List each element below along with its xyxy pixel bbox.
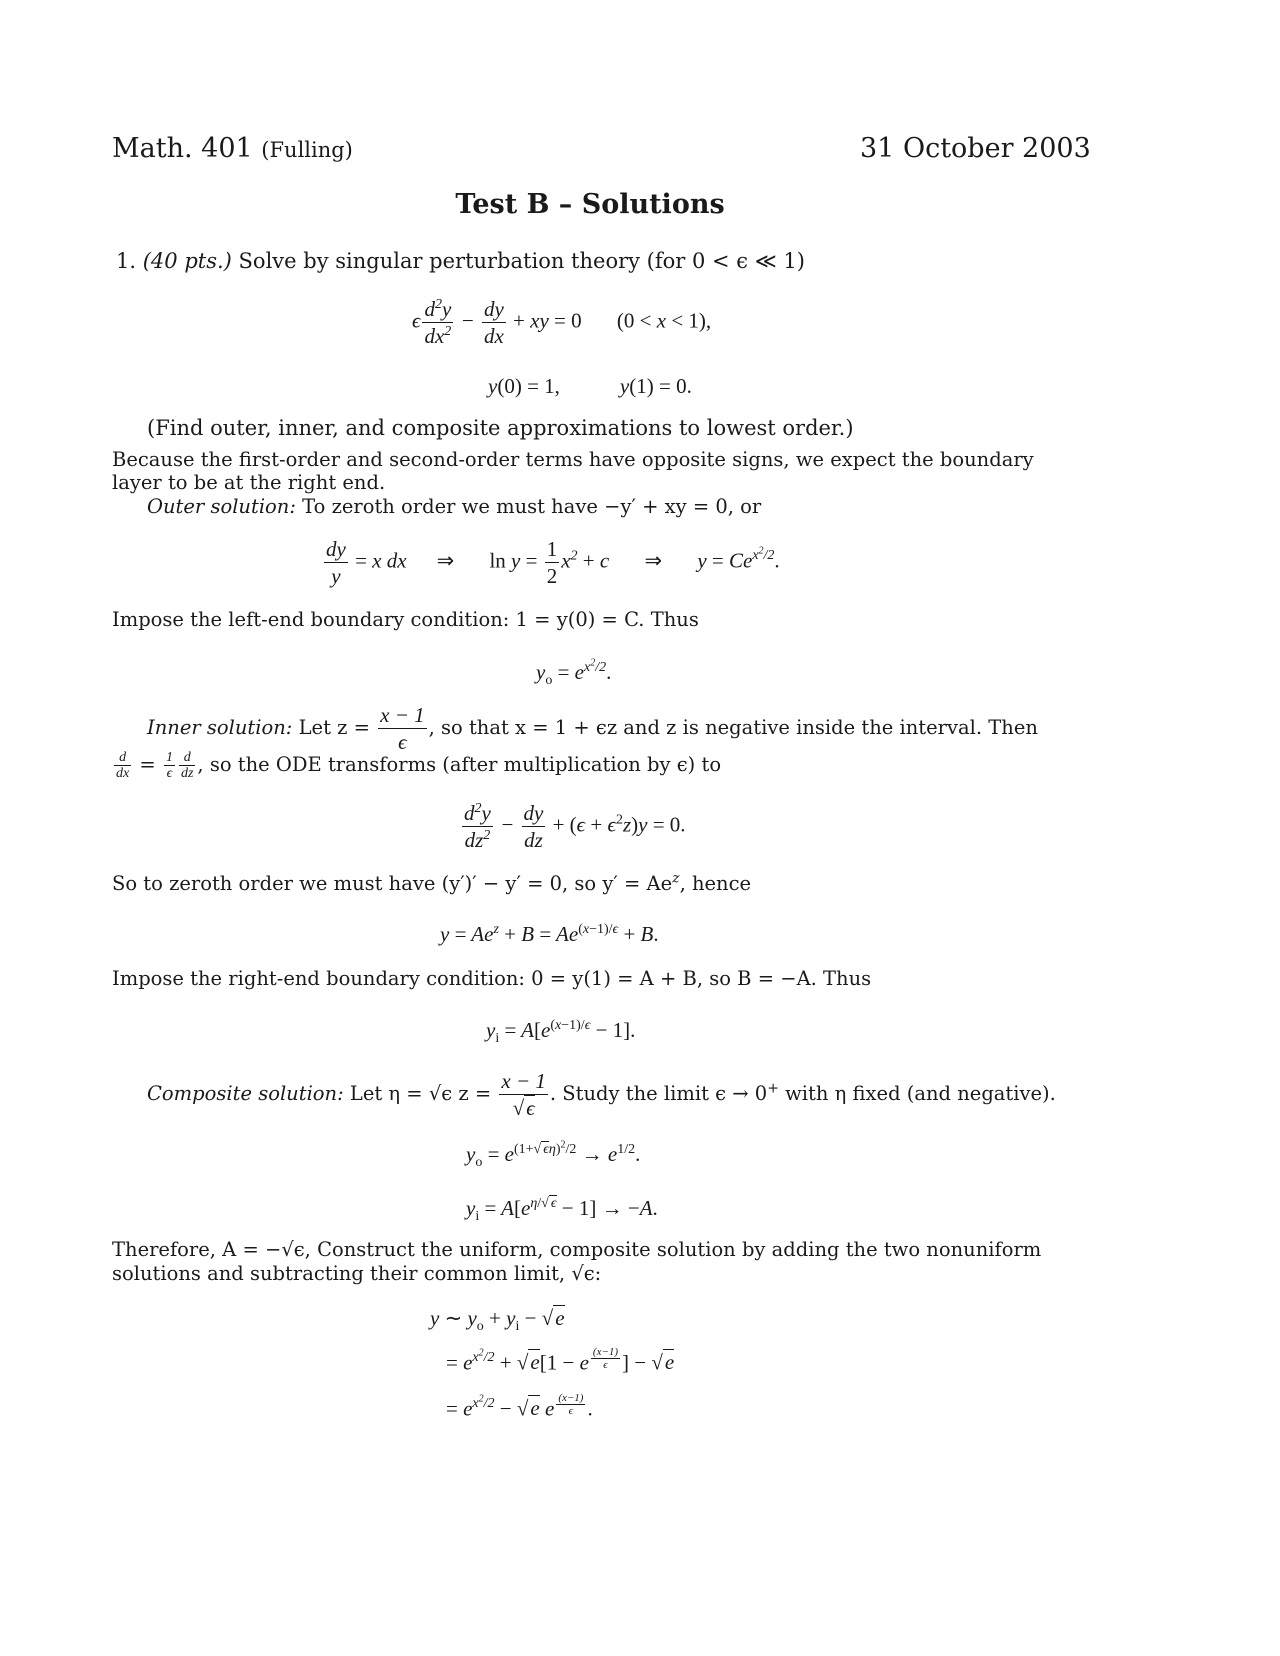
problem-note: (Find outer, inner, and composite approximations to lowest order.) (147, 416, 854, 440)
inner-solution-intro: Inner solution: Let z = $\frac{x - 1}{\epsilon}$ , so that x = 1 + ϵz and z is negative inside the interval. Then (147, 703, 1038, 754)
problem-points: (40 pts.) (142, 249, 232, 273)
equation-composite-line1: y ∼ $y_o + y_i - √e$ (430, 1306, 565, 1335)
inner-label: Inner solution: (147, 716, 293, 739)
problem-statement (116, 249, 805, 273)
outer-solution-intro (147, 495, 761, 519)
problem-text: Solve by singular perturbation theory (for 0 < ϵ ≪ 1) (238, 249, 805, 273)
zeroth-text: So to zeroth order we must have (y′)′ − y′ = 0, so y′ = Ae (112, 872, 673, 895)
course-name: Math. 401 (112, 133, 253, 164)
problem-number: 1. (116, 249, 137, 273)
inner-line2: , so the ODE transforms (after multiplication by ϵ) to (197, 753, 722, 776)
zeroth-end: , hence (679, 872, 752, 895)
equation-outer-integration: $\frac{dy}{y}$ = x dx ⇒ ln y = $\frac{1}{2}$ $x^2 + c$ ⇒ $y = Ce^{x^2/2}$. (326, 537, 780, 588)
course-header (112, 134, 353, 165)
composite-after: . Study the limit ϵ → 0 (549, 1082, 768, 1105)
equation-inner-solution: $y_i = A[e^{(x-1)/\epsilon} - 1]$. (486, 1018, 636, 1047)
equation-composite-inner-limit: $y_i = A[e^{\eta/√ \epsilon} - 1] \to -A$. (466, 1196, 658, 1225)
composite-after2: with η fixed (and negative). (778, 1082, 1056, 1105)
impose-left-text: Impose the left-end boundary condition: 1 = y(0) = C. Thus (112, 608, 699, 631)
equation-composite-outer-limit: $y_o = e^{(1+√ \epsilon\eta)^2/2} \to e^{1/2}$. (466, 1139, 641, 1171)
composite-intro: Composite solution: Let η = √ϵ z = $\frac{x - 1}{√\epsilon}$ . Study the limit ϵ → 0+ with η fixed (and negative). (147, 1069, 1056, 1120)
date: 31 October 2003 (860, 133, 1091, 164)
equation-inner-ode: $\frac{d^2y}{dz^2}$ − $\frac{dy}{dz}$ + $(\epsilon + \epsilon^2z)y = 0$. (464, 801, 686, 852)
equation-composite-line3: = $e^{x^2/2} - √e$ e $^{\frac{(x-1)}{\epsilon}}$ . (446, 1392, 593, 1421)
equation-inner-general: $y = Ae^z + B = Ae^{(x-1)/\epsilon} + B$. (440, 922, 659, 946)
outer-text: To zeroth order we must have −y′ + xy = 0, or (302, 495, 762, 518)
equation-ode: ϵ $\frac{d^2y}{dx^2}$ − $\frac{dy}{dx}$ + xy = 0 (0 < x < 1), (412, 297, 712, 348)
zeroth-order-text: So to zeroth order we must have (y′)′ − y′ = 0, so $y' = Ae^z$, hence (112, 870, 752, 895)
outer-label: Outer solution: (147, 495, 296, 518)
instructor: (Fulling) (261, 138, 353, 162)
composite-let: Let η = √ϵ z = (349, 1082, 492, 1105)
page-title: Test B – Solutions (455, 189, 725, 220)
impose-right-text: Impose the right-end boundary condition: 0 = y(1) = A + B, so B = −A. Thus (112, 967, 872, 990)
equation-outer-solution: $y_o = e^{x^2/2}$. (536, 657, 612, 689)
equation-composite-line2: = $e^{x^2/2} + √e[1 - e$ $^{\frac{(x-1)}{\epsilon}}$ ] − √e (446, 1346, 675, 1375)
paragraph-boundary-layer: Because the first-order and second-order terms have opposite signs, we expect the boundary layer to be at the right end. (112, 448, 1034, 494)
inner-derivative-line: $\frac{d}{dx}$ = $\frac{1}{\epsilon}$ $\frac{d}{dz}$ , so the ODE transforms (after multiplication by ϵ) to (116, 750, 722, 781)
therefore-line-1: Therefore, A = −√ϵ, Construct the uniform, composite solution by adding the two nonuniform (112, 1238, 1042, 1261)
inner-after: , so that x = 1 + ϵz and z is negative inside the interval. Then (428, 716, 1038, 739)
therefore-line-2: solutions and subtracting their common limit, √ϵ: (112, 1262, 602, 1285)
inner-let: Let z = (298, 716, 370, 739)
composite-label: Composite solution: (147, 1082, 344, 1105)
equation-boundary: y(0) = 1, y(1) = 0. (488, 374, 692, 398)
